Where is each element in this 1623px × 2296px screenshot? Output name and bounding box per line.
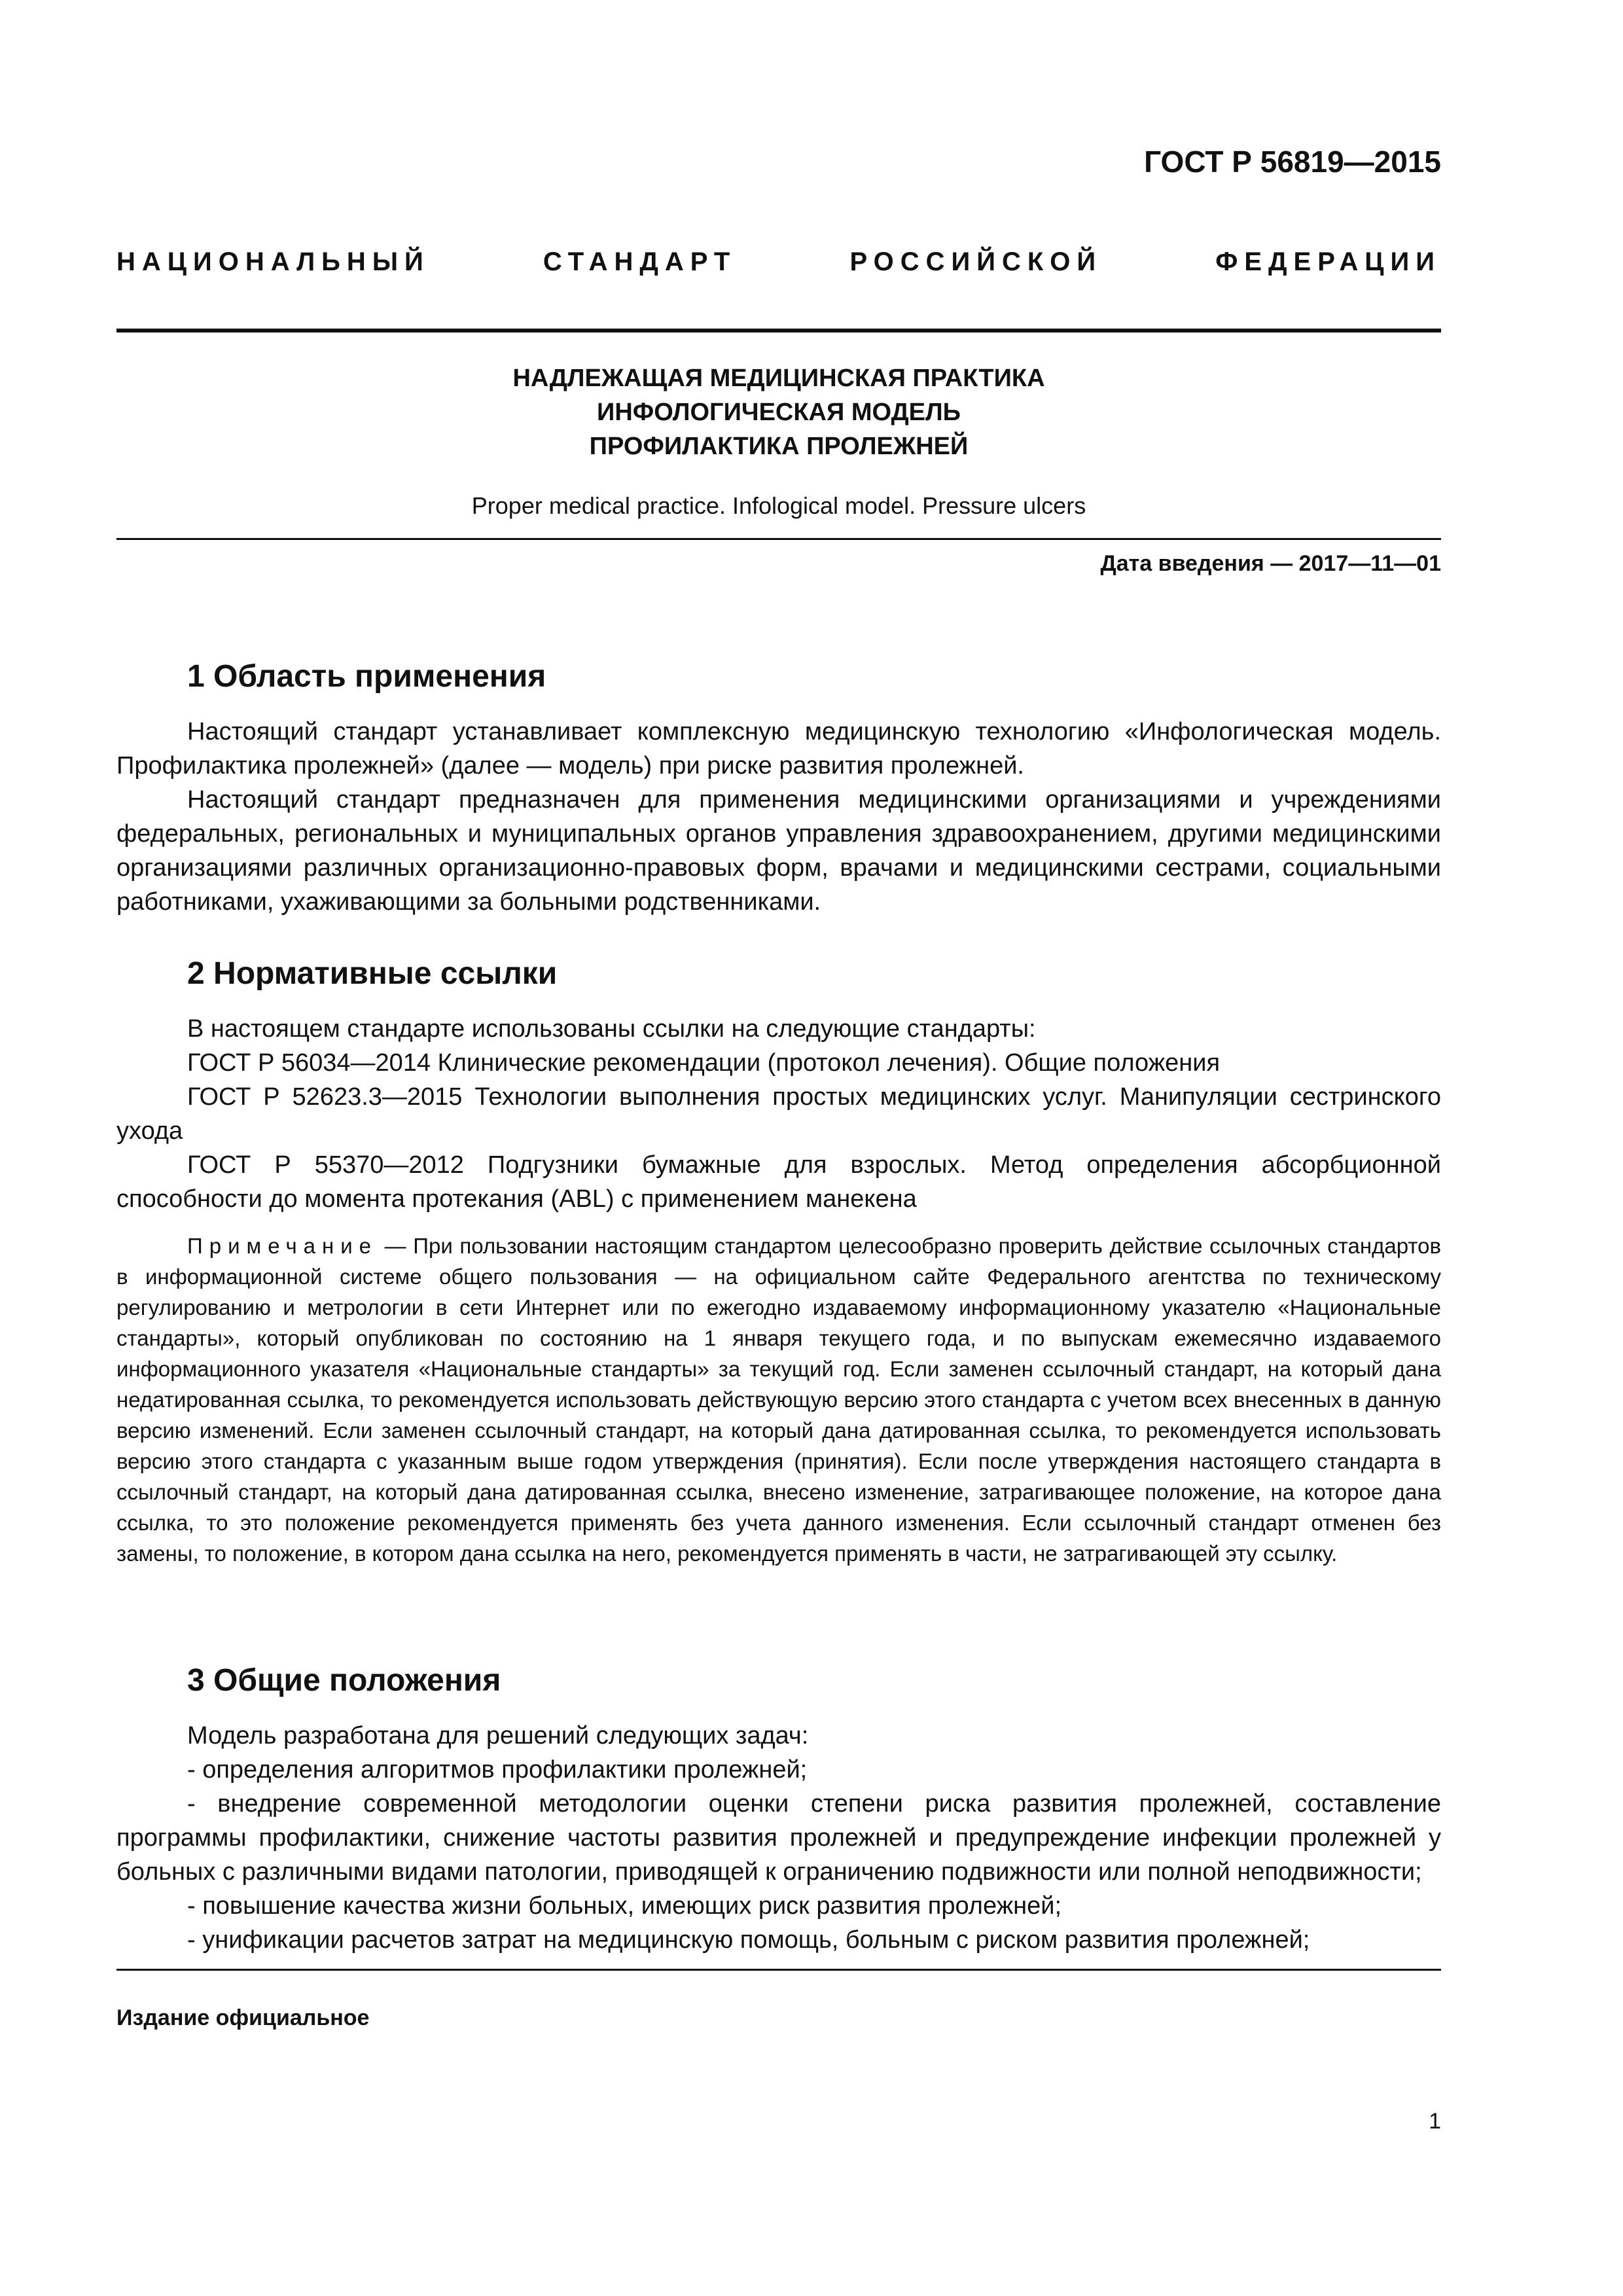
reference-item: ГОСТ Р 55370—2012 Подгузники бумажные для взрослых. Метод определения абсорбционной способности до момента протекания (ABL) с применением манекена	[116, 1151, 1441, 1213]
reference-item: ГОСТ Р 52623.3—2015 Технологии выполнения простых медицинских услуг. Манипуляции сестринского ухода	[116, 1083, 1441, 1145]
section-body	[116, 715, 1441, 919]
paragraph: Настоящий стандарт устанавливает комплексную медицинскую технологию «Инфологическая модель. Профилактика пролежней» (далее — модель) при риске развития пролежней.	[116, 718, 1441, 780]
page-number: 1	[1429, 2109, 1441, 2134]
section-heading: 1 Область применения	[187, 659, 546, 694]
banner-word: НАЦИОНАЛЬНЫЙ	[116, 247, 430, 276]
title-line: НАДЛЕЖАЩАЯ МЕДИЦИНСКАЯ ПРАКТИКА	[512, 365, 1045, 392]
document-title	[116, 361, 1441, 463]
list-item: - повышение качества жизни больных, имеющих риск развития пролежней;	[187, 1892, 1062, 1920]
footer-divider	[116, 1969, 1441, 1971]
list-item: - унификации расчетов затрат на медицинскую помощь, больным с риском развития пролежней;	[187, 1926, 1310, 1954]
introduction-date: Дата введения — 2017—11—01	[1100, 551, 1441, 576]
english-title: Proper medical practice. Infological model. Pressure ulcers	[471, 492, 1086, 519]
standard-designation: ГОСТ Р 56819—2015	[1144, 145, 1441, 179]
note-label: Примечание	[187, 1234, 378, 1258]
section-heading: 3 Общие положения	[187, 1663, 501, 1698]
section-body	[116, 1012, 1441, 1216]
paragraph: В настоящем стандарте использованы ссылки на следующие стандарты:	[187, 1015, 1036, 1043]
note-text: — При пользовании настоящим стандартом целесообразно проверить действие ссылочных стандартов в информационной системе общего пользования — на официальном сайте Федерального агентства по техническому регулированию и метрологии в сети Интернет или по ежегодно издаваемому информационному указателю «Национальные стандарты», который опубликован по состоянию на 1 января текущего года, и по выпускам ежемесячно издаваемого информационного указателя «Национальные стандарты» за текущий год. Если заменен ссылочный стандарт, на который дана недатированная ссылка, то рекомендуется использовать действующую версию этого стандарта с учетом всех внесенных в данную версию изменений. Если заменен ссылочный стандарт, на который дана датированная ссылка, то рекомендуется использовать версию этого стандарта с указанным выше годом утверждения (принятия). Если после утверждения настоящего стандарта в ссылочный стандарт, на который дана датированная ссылка, внесено изменение, затрагивающее положение, на которое дана ссылка, то это положение рекомендуется применять без учета данного изменения. Если ссылочный стандарт отменен без замены, то положение, в котором дана ссылка на него, рекомендуется применять в части, не затрагивающей эту ссылку.	[116, 1234, 1441, 1566]
national-standard-banner	[116, 247, 1441, 277]
section-body	[116, 1719, 1441, 1957]
banner-word: ФЕДЕРАЦИИ	[1215, 247, 1441, 276]
title-line: ИНФОЛОГИЧЕСКАЯ МОДЕЛЬ	[597, 399, 961, 426]
reference-item: ГОСТ Р 56034—2014 Клинические рекомендации (протокол лечения). Общие положения	[187, 1049, 1221, 1077]
title-line: ПРОФИЛАКТИКА ПРОЛЕЖНЕЙ	[589, 433, 969, 460]
note-block	[116, 1230, 1441, 1569]
list-item: - определения алгоритмов профилактики пролежней;	[187, 1756, 808, 1784]
list-item: - внедрение современной методологии оценки степени риска развития пролежней, составление программы профилактики, снижение частоты развития пролежней и предупреждение инфекции пролежней у больных с различными видами патологии, приводящей к ограничению подвижности или полной неподвижности;	[116, 1790, 1441, 1886]
header-divider	[116, 329, 1441, 332]
paragraph: Настоящий стандарт предназначен для применения медицинскими организациями и учреждениями федеральных, региональных и муниципальных органов управления здравоохранением, другими медицинскими организациями различных организационно-правовых форм, врачами и медицинскими сестрами, социальными работниками, ухаживающими за больными родственниками.	[116, 786, 1441, 916]
section-heading: 2 Нормативные ссылки	[187, 956, 558, 991]
title-divider	[116, 538, 1441, 540]
paragraph: Модель разработана для решений следующих задач:	[187, 1722, 809, 1749]
note-paragraph	[116, 1230, 1441, 1569]
banner-word: СТАНДАРТ	[543, 247, 737, 276]
banner-word: РОССИЙСКОЙ	[849, 247, 1103, 276]
edition-label: Издание официальное	[116, 2005, 370, 2030]
